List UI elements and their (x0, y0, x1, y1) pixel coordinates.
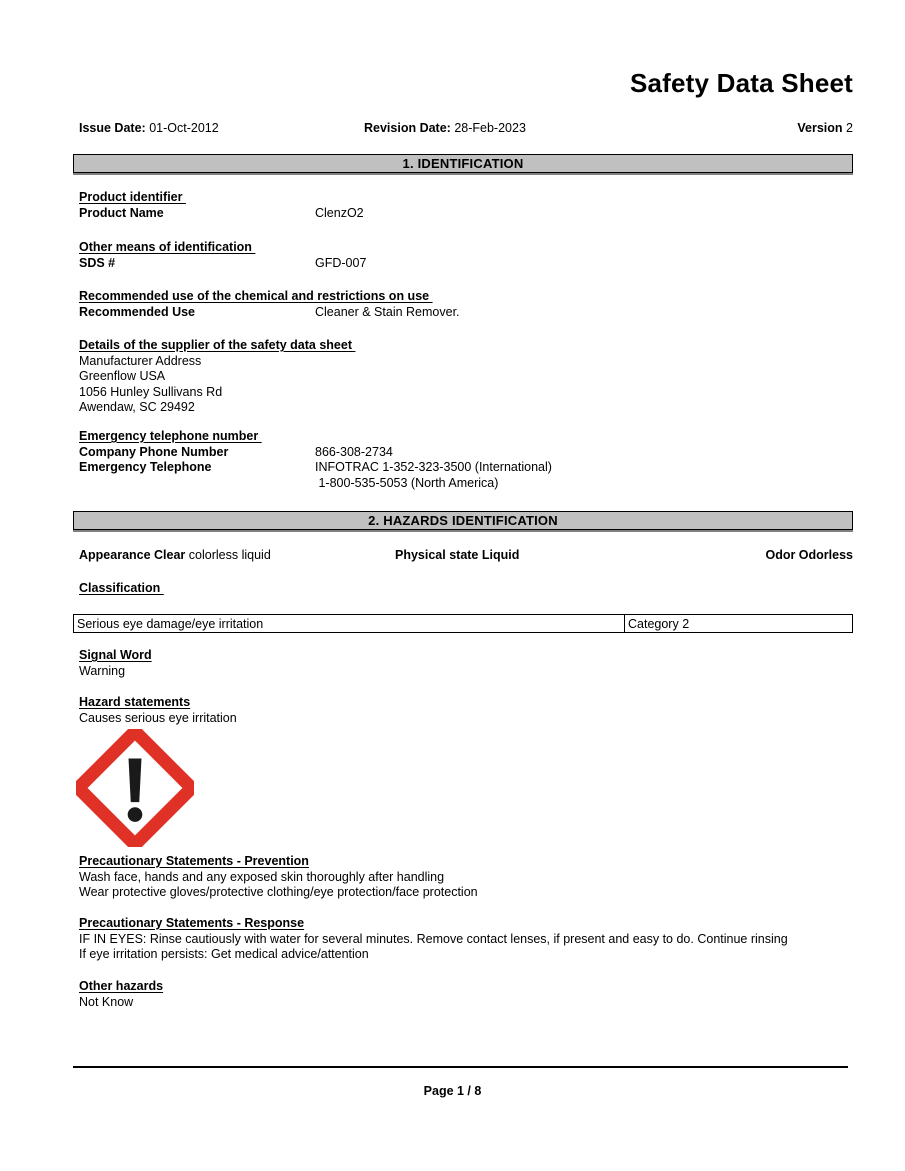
appearance-value: colorless liquid (185, 548, 271, 562)
appearance-state-odor-row (79, 548, 853, 564)
appearance (79, 548, 271, 562)
footer-page-number: Page 1 / 8 (423, 1084, 482, 1098)
ghs-exclamation-mark-pictogram (76, 729, 194, 847)
classification-heading: Classification (79, 581, 164, 595)
emergency-telephone-heading: Emergency telephone number (79, 429, 262, 443)
product-identifier-group (79, 190, 364, 221)
other-hazards-heading: Other hazards (79, 979, 164, 993)
recommended-use-label: Recommended Use (79, 304, 196, 319)
company-phone-label: Company Phone Number (79, 444, 229, 459)
supplier-details-group (79, 338, 355, 416)
company-phone-row (79, 444, 393, 461)
sds-number-value: GFD-007 (315, 255, 367, 270)
recommended-use-value: Cleaner & Stain Remover. (315, 304, 460, 319)
emergency-phone-value-2: 1-800-535-5053 (North America) (315, 475, 499, 490)
other-hazards-value: Not Know (79, 994, 134, 1009)
revision-date (364, 121, 526, 135)
precautionary-prevention-group (79, 854, 478, 901)
emergency-telephone-group (79, 429, 552, 491)
response-line-1: IF IN EYES: Rinse cautiously with water for several minutes. Remove contact lenses, if present and easy to do. Continue rinsing (79, 931, 788, 946)
other-means-heading: Other means of identification (79, 240, 256, 254)
product-name-label: Product Name (79, 205, 164, 220)
version-value: 2 (846, 121, 853, 135)
section-header-identification: 1. IDENTIFICATION (73, 154, 853, 173)
precautionary-response-group (79, 916, 853, 963)
product-name-value: ClenzO2 (315, 205, 364, 220)
precautionary-response-heading: Precautionary Statements - Response (79, 916, 305, 930)
issue-date-value: 01-Oct-2012 (149, 121, 219, 135)
other-means-group (79, 240, 367, 271)
classification-hazard-cell: Serious eye damage/eye irritation (74, 615, 625, 633)
supplier-details-heading: Details of the supplier of the safety data sheet (79, 338, 356, 352)
revision-date-value: 28-Feb-2023 (454, 121, 526, 135)
signal-word-group (79, 648, 152, 679)
issue-date (79, 121, 219, 135)
emergency-phone-value-1: INFOTRAC 1-352-323-3500 (International) (315, 460, 552, 475)
emergency-phone-label: Emergency Telephone (79, 460, 212, 475)
physical-state: Physical state Liquid (395, 548, 520, 562)
manufacturer-address-label: Manufacturer Address (79, 353, 202, 368)
odor: Odor Odorless (765, 548, 853, 562)
emergency-phone-row (79, 460, 552, 476)
table-row (74, 615, 853, 633)
appearance-label: Appearance Clear (79, 548, 186, 562)
sds-number-label: SDS # (79, 255, 116, 270)
prevention-line-1: Wash face, hands and any exposed skin thoroughly after handling (79, 869, 445, 884)
address-line-1: Greenflow USA (79, 369, 166, 384)
version-label: Version (797, 121, 843, 135)
emergency-phone-row-continued (79, 475, 499, 492)
recommended-use-row (79, 304, 460, 321)
prevention-line-2: Wear protective gloves/protective clothing/eye protection/face protection (79, 885, 478, 900)
footer-divider (73, 1066, 848, 1068)
address-line-3: Awendaw, SC 29492 (79, 400, 195, 415)
page-title: Safety Data Sheet (629, 68, 853, 98)
issue-date-label: Issue Date: (79, 121, 146, 135)
recommended-use-group (79, 289, 460, 320)
document-meta-row (79, 121, 853, 137)
sds-number-row (79, 255, 367, 272)
classification-table (73, 614, 853, 633)
hazard-statements-group (79, 695, 237, 726)
company-phone-value: 866-308-2734 (315, 444, 393, 459)
signal-word-heading: Signal Word (79, 648, 152, 662)
revision-date-label: Revision Date: (364, 121, 451, 135)
recommended-use-heading: Recommended use of the chemical and restrictions on use (79, 289, 433, 303)
signal-word-value: Warning (79, 663, 126, 678)
other-hazards-group (79, 979, 163, 1010)
product-identifier-heading: Product identifier (79, 190, 186, 204)
hazard-statements-value: Causes serious eye irritation (79, 710, 237, 725)
version (797, 121, 853, 135)
hazard-statements-heading: Hazard statements (79, 695, 191, 709)
precautionary-prevention-heading: Precautionary Statements - Prevention (79, 854, 309, 868)
response-line-2: If eye irritation persists: Get medical advice/attention (79, 947, 369, 962)
address-line-2: 1056 Hunley Sullivans Rd (79, 384, 223, 399)
product-name-row (79, 205, 364, 222)
classification-category-cell: Category 2 (625, 615, 853, 633)
section-header-hazards-identification: 2. HAZARDS IDENTIFICATION (73, 511, 853, 530)
